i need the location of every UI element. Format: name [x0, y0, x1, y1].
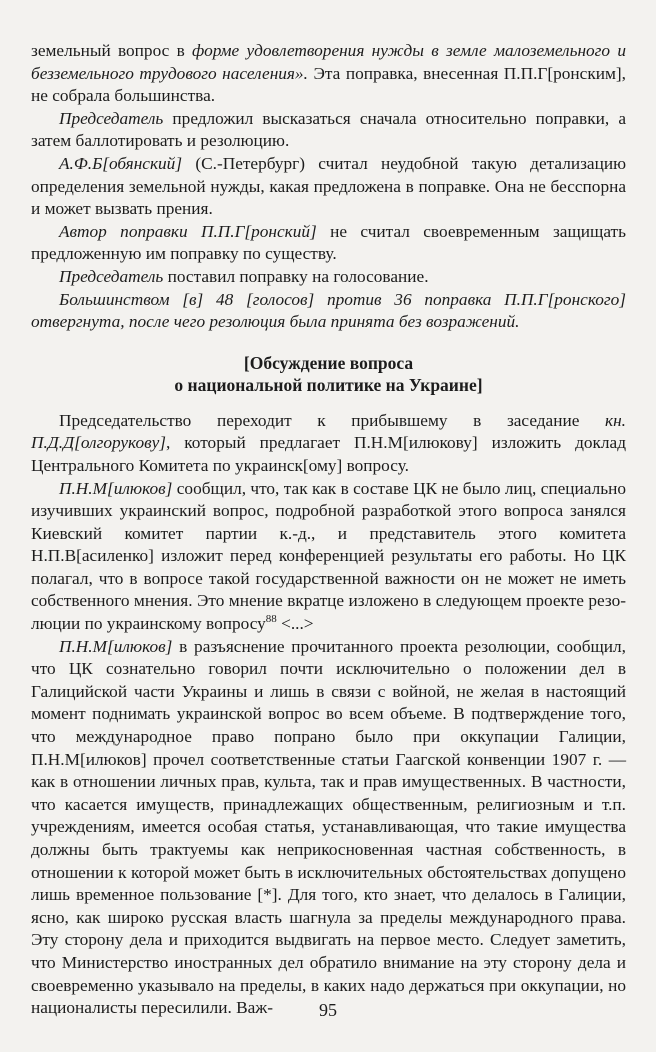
page-number: 95 — [319, 1000, 337, 1020]
paragraph — [31, 289, 626, 334]
body-text: сообщил, что, так как в составе ЦК не было лиц, специально изучивших украинский вопрос, подробной разработкой этого вопроса занялся Киевский комитет партии к.-д., и представитель этого комитета Н.П.В[асиленко] изложит перед конференцией результаты его работы. Но ЦК полагал, что в вопросе такой государственной важности он не может не иметь собственного мнения. Это мнение вкратце изложено в следующем проекте резолюции по украинскому вопросу — [31, 478, 626, 634]
italic-text: П.Н.М[илюков] — [59, 478, 173, 498]
body-text: предложил высказаться сначала относительно поправки, а затем баллотировать и резолюцию. — [31, 108, 626, 151]
italic-text: Автор поправки П.П.Г[ронский] — [59, 221, 317, 241]
body-text: поставил поправку на голосование. — [163, 266, 429, 286]
paragraph — [31, 478, 626, 636]
section-heading — [31, 352, 626, 396]
paragraph — [31, 153, 626, 221]
section-heading-line-1: [Обсуждение вопроса — [243, 352, 414, 373]
body-text: <...> — [276, 614, 314, 634]
paragraph — [31, 266, 626, 289]
body-text: Эта поправка, внесенная П.П.Г[ронским], не собрала большинства. — [31, 63, 627, 106]
italic-text: кн. П.Д.Д[олгорукову] — [31, 410, 626, 453]
body-text: , который предлагает П.Н.М[илюкову] изложить доклад Центрального Комитета по украинск[ому] вопросу. — [31, 433, 626, 475]
text-block-top — [31, 40, 626, 334]
italic-text: форме удовлетворения нужды в земле малоземельного и безземельного трудового населения». — [31, 41, 626, 83]
body-text: не считал своевременным защищать предложенную им поправку по существу. — [31, 221, 626, 264]
italic-text: Председатель — [59, 266, 164, 286]
paragraph — [31, 40, 626, 108]
body-text: земельный вопрос в — [31, 41, 193, 60]
text-block-bottom — [31, 410, 626, 1020]
body-text: Председательство переходит к прибывшему в заседание — [59, 410, 606, 430]
paragraph — [31, 221, 626, 266]
section-heading-line-2: о национальной политике на Украине] — [174, 374, 483, 395]
italic-text: Большинством [в] 48 [голосов] против 36 поправка П.П.Г[ронского] отвергнута, после чего резолюция была принята без возражений. — [31, 289, 626, 332]
paragraph — [31, 108, 626, 153]
italic-text: Председатель — [59, 108, 164, 128]
paragraph — [31, 636, 626, 1020]
body-text: (С.-Петербург) считал неудобной такую детализацию определения земельной нужды, какая предложена в поправке. Она не бесспорна и может вызвать прения. — [31, 153, 626, 219]
italic-text: П.Н.М[илюков] — [59, 636, 173, 656]
italic-text: А.Ф.Б[обянский] — [59, 153, 183, 173]
footnote-marker: 88 — [265, 613, 277, 626]
body-text: в разъяснение прочитанного проекта резолюции, сообщил, что ЦК сознательно говорил почти исключительно о положении дел в Галицийской части Украины и лишь в связи с войной, не желая в настоящий момент поднимать украинской вопрос во всем объеме. В подтверждение того, что международное право попрано было при оккупации Галиции, П.Н.М[илюков] прочел соответственные статьи Гаагской конвенции 1907 г. — как в отношении личных прав, культа, так и прав имущественных. В частности, что касается имуществ, принадлежащих общественным, религиозным и т.п. учреждениям, имеется особая статья, устанавливающая, что такие имущества должны быть трактуемы как неприкосновенная частная собственность, в отношении к которой может быть в исключительных обстоятельствах допущено лишь временное пользование [*]. Для того, кто знает, что делалось в Галиции, ясно, как широко русская власть шагнула за пределы международного права. Эту сторону дела и приходится выдвигать на первое место. Следует заметить, что Министерство иностранных дел обратило внимание на эту сторону дела и своевременно указывало на пределы, в каких надо держаться при оккупации, но националисты пересилили. Важ- — [31, 636, 626, 1018]
paragraph — [31, 410, 626, 478]
